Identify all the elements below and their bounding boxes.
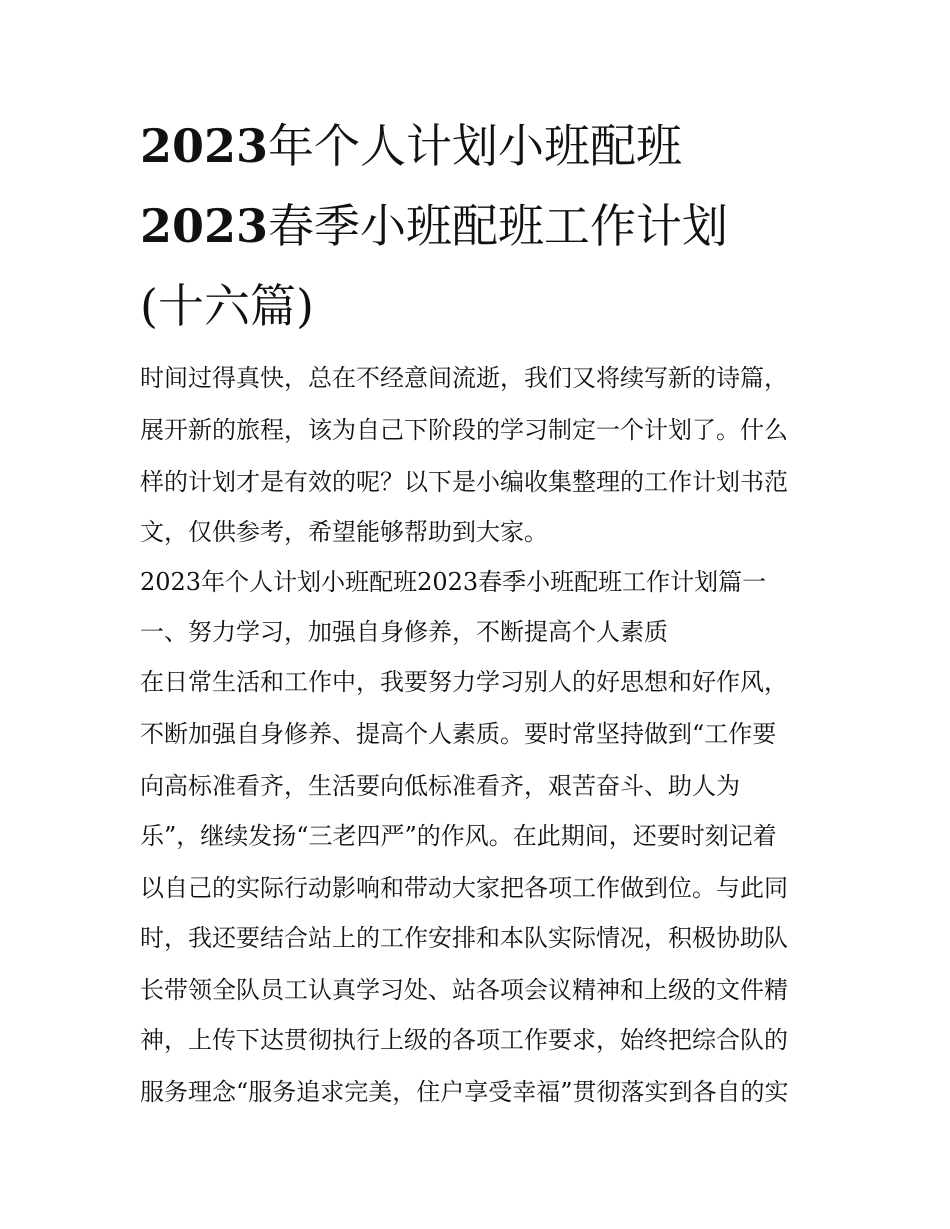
section-heading: 2023年个人计划小班配班2023春季小班配班工作计划篇一 (140, 568, 767, 596)
paragraph-line: 以自己的实际行动影响和带动大家把各项工作做到位。与此同 (140, 874, 788, 902)
title-line-3 (140, 278, 314, 334)
paragraph-line: 长带领全队员工认真学习处、站各项会议精神和上级的文件精 (140, 976, 788, 1004)
paragraph-line: 在日常生活和工作中，我要努力学习别人的好思想和好作风， (140, 668, 788, 696)
paragraph-line: 神，上传下达贯彻执行上级的各项工作要求，始终把综合队的 (140, 1026, 788, 1054)
subsection-heading: 一、努力学习，加强自身修养，不断提高个人素质 (140, 618, 668, 646)
paragraph-line: 文，仅供参考，希望能够帮助到大家。 (140, 518, 548, 546)
paragraph-line: 时，我还要结合站上的工作安排和本队实际情况，积极协助队 (140, 924, 788, 952)
paragraph-line: 样的计划才是有效的呢？以下是小编收集整理的工作计划书范 (140, 468, 788, 496)
paragraph-line: 时间过得真快，总在不经意间流逝，我们又将续写新的诗篇， (140, 364, 788, 392)
title-line-2 (140, 198, 728, 254)
title-text: (十六篇) (140, 279, 314, 333)
paragraph-line: 展开新的旅程，该为自己下阶段的学习制定一个计划了。什么 (140, 416, 788, 444)
paragraph-line: 服务理念“服务追求完美，住户享受幸福”贯彻落实到各自的实 (140, 1078, 789, 1106)
title-text: 年个人计划小班配班 (268, 119, 683, 173)
title-year: 2023 (140, 199, 269, 253)
title-line-1 (140, 118, 682, 174)
paragraph-line: 向高标准看齐，生活要向低标准看齐，艰苦奋斗、助人为 (140, 772, 740, 800)
title-text: 春季小班配班工作计划 (268, 199, 729, 253)
paragraph-line: 不断加强自身修养、提高个人素质。要时常坚持做到“工作要 (140, 720, 777, 748)
title-year: 2023 (140, 119, 269, 173)
paragraph-line: 乐”，继续发扬“三老四严”的作风。在此期间，还要时刻记着 (140, 822, 777, 850)
